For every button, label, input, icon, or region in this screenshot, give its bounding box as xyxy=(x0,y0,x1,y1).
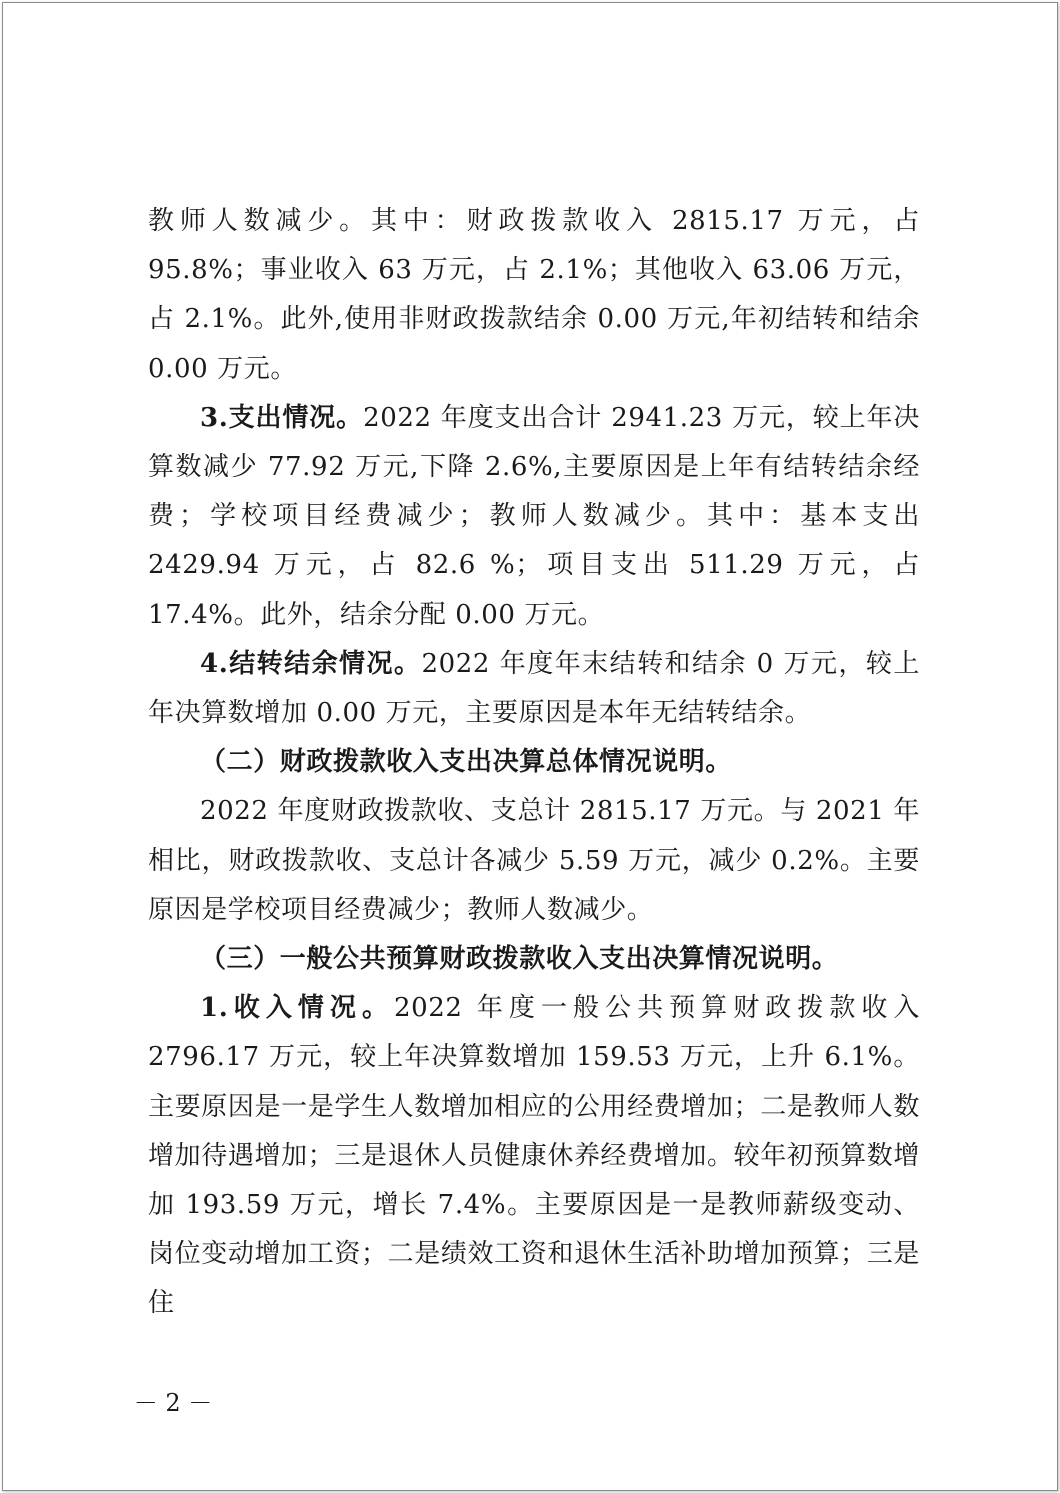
paragraph-expenditure xyxy=(148,394,920,640)
income-text: 2022 年度一般公共预算财政拨款收入 2796.17 万元，较上年决算数增加 159.53 万元，上升 6.1%。主要原因是一是学生人数增加相应的公用经费增加；二是教师人数增加待遇增加；三是退休人员健康休养经费增加。较年初预算数增加 193.59 万元，增长 7.4%。主要原因是一是教师薪级变动、岗位变动增加工资；二是绩效工资和退休生活补助增加预算；三是住 xyxy=(148,993,921,1319)
heading-fiscal-appropriation-overview: （二）财政拨款收入支出决算总体情况说明。 xyxy=(200,747,733,778)
page-number: － 2 － xyxy=(133,1389,213,1417)
carryover-text: 2022 年度年末结转和结余 0 万元，较上年决算数增加 0.00 万元，主要原因是本年无结转结余。 xyxy=(148,648,920,729)
paragraph-fiscal-appropriation-total: 2022 年度财政拨款收、支总计 2815.17 万元。与 2021 年相比，财政拨款收、支总计各减少 5.59 万元，减少 0.2%。主要原因是学校项目经费减少；教师人数减少。 xyxy=(148,796,920,925)
section-label-expenditure: 3.支出情况。 xyxy=(200,402,364,433)
document-page xyxy=(2,2,1058,1491)
expenditure-text: 2022 年度支出合计 2941.23 万元，较上年决算数减少 77.92 万元,下降 2.6%,主要原因是上年有结转结余经费；学校项目经费减少；教师人数减少。其中：基本支出 2429.94 万元，占 82.6 %；项目支出 511.29 万元，占 17.4%。此外，结余分配 0.00 万元。 xyxy=(148,402,921,630)
heading-general-public-budget: （三）一般公共预算财政拨款收入支出决算情况说明。 xyxy=(200,944,839,975)
section-label-carryover: 4.结转结余情况。 xyxy=(200,648,422,679)
document-body xyxy=(148,197,920,1329)
paragraph-income-situation xyxy=(148,984,920,1328)
section-label-income: 1.收入情况。 xyxy=(200,993,394,1024)
paragraph-income-breakdown: 教师人数减少。其中：财政拨款收入 2815.17 万元，占 95.8%；事业收入 63 万元，占 2.1%；其他收入 63.06 万元，占 2.1%。此外,使用非财政拨款结余 0.00 万元,年初结转和结余 0.00 万元。 xyxy=(148,206,920,384)
paragraph-carryover xyxy=(148,640,920,738)
